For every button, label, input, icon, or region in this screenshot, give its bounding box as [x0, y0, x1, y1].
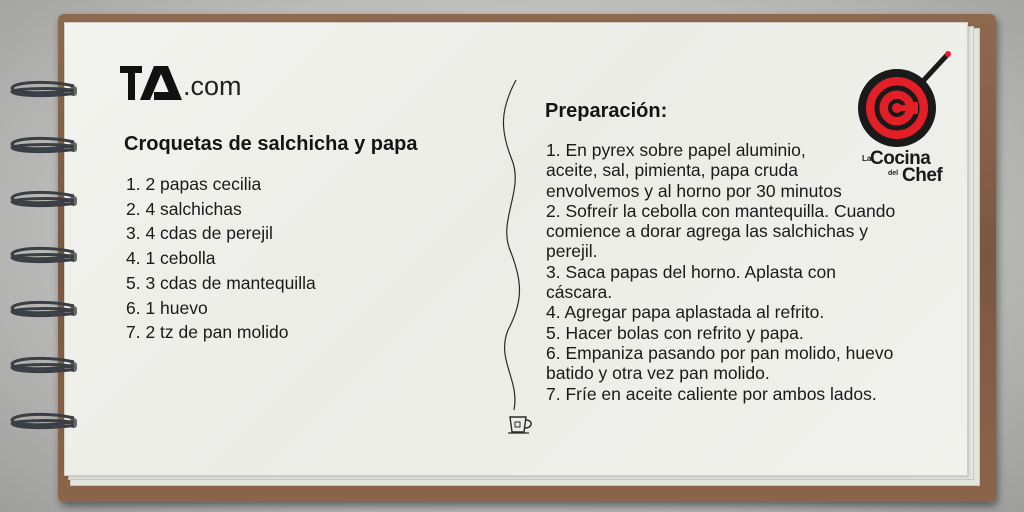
ingredient-item: 6. 1 huevo: [126, 297, 208, 318]
spiral-ring-icon: [8, 80, 76, 102]
ingredient-item: 4. 1 cebolla: [126, 248, 216, 269]
spiral-ring-icon: [8, 412, 76, 434]
ta-logo-icon: [120, 66, 182, 100]
chef-logo-del: del: [888, 170, 899, 177]
ingredient-item: 2. 4 salchichas: [126, 198, 242, 219]
spiral-ring-icon: [8, 246, 76, 268]
step-item: 6. Empaniza pasando por pan molido, huevo batido y otra vez pan molido.: [546, 342, 894, 384]
spiral-ring-icon: [8, 136, 76, 158]
preparation-steps: [546, 140, 899, 404]
spiral-ring-icon: [8, 190, 76, 212]
step-item: 1. En pyrex sobre papel aluminio, aceite, sal, pimienta, papa cruda envolvemos y al horno por 30 minutos: [546, 140, 842, 201]
step-item: 7. Fríe en aceite caliente por ambos lados.: [546, 383, 877, 404]
tea-mug-icon: [507, 413, 537, 435]
step-item: 2. Sofreír la cebolla con mantequilla. Cuando comience a dorar agrega las salchichas y perejil.: [546, 200, 896, 262]
spiral-ring-icon: [8, 356, 76, 378]
ingredient-item: 1. 2 papas cecilia: [126, 174, 262, 194]
ingredient-item: 5. 3 cdas de mantequilla: [126, 272, 316, 293]
ingredient-item: 7. 2 tz de pan molido: [126, 322, 289, 343]
spiral-ring-icon: [8, 300, 76, 322]
step-item: 5. Hacer bolas con refrito y papa.: [546, 322, 804, 343]
step-item: 4. Agregar papa aplastada al refrito.: [546, 302, 825, 323]
step-item: 3. Saca papas del horno. Aplasta con cáscara.: [546, 261, 836, 303]
chef-logo-la: La: [862, 154, 872, 163]
recipe-title: Croquetas de salchicha y papa: [124, 133, 418, 155]
brand-domain: .com: [183, 71, 242, 101]
chef-logo-cocina: Cocina: [870, 148, 931, 169]
brand-logo: [120, 66, 242, 100]
wavy-divider: [494, 80, 534, 420]
chef-logo-chef: Chef: [902, 165, 943, 186]
chef-logo-text: [862, 148, 962, 188]
ingredient-list: [126, 172, 316, 345]
ingredient-item: 3. 4 cdas de perejil: [126, 223, 273, 244]
preparation-title: Preparación:: [545, 100, 668, 122]
